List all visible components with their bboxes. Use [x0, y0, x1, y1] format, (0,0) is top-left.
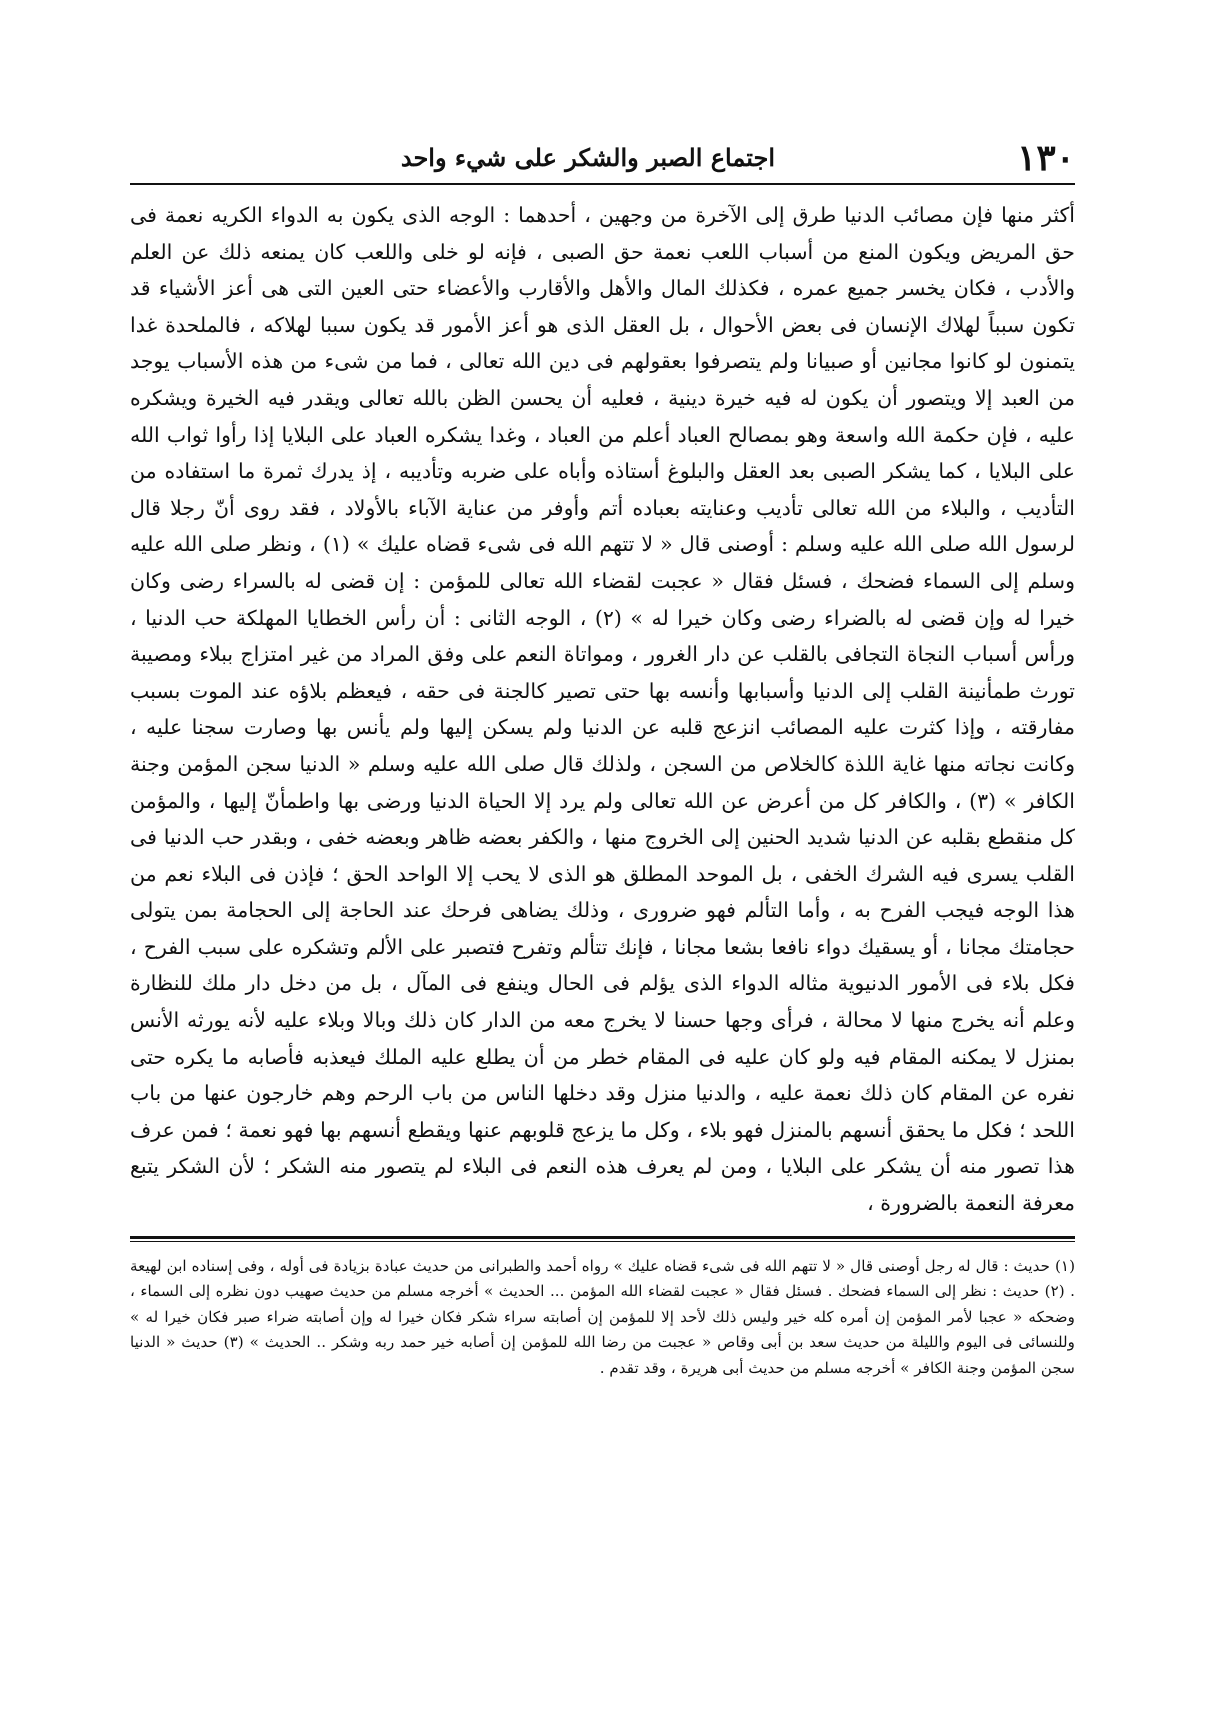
book-page [130, 135, 1075, 1655]
main-text [130, 197, 1075, 1222]
footnote-divider [130, 1236, 1075, 1242]
running-title: اجتماع الصبر والشكر على شيء واحد [400, 143, 775, 172]
page-header [130, 135, 1075, 185]
footnote-text: (١) حديث : قال له رجل أوصنى قال « لا تتهم الله فى شىء قضاه عليك » رواه أحمد والطبرانى من حديث عبادة بزيادة فى أوله ، وفى إسناده ابن لهيعة . (٢) حديث : نظر إلى السماء فضحك . فسئل فقال « عجبت لقضاء الله المؤمن ... الحديث » أخرجه مسلم من حديث صهيب دون نظره إلى السماء ، وضحكه « عجبا لأمر المؤمن إن أمره كله خير وليس ذلك لأحد إلا للمؤمن إن أصابته سراء شكر فكان خيرا له وإن أصابته ضراء صبر فكان خيرا له » وللنسائى فى اليوم والليلة من حديث سعد بن أبى وقاص « عجبت من رضا الله للمؤمن إن أصابه خير حمد ربه وشكر .. الحديث » (٣) حديث « الدنيا سجن المؤمن وجنة الكافر » أخرجه مسلم من حديث أبى هريرة ، وقد تقدم . [130, 1256, 1075, 1377]
page-number: ١٣٠ [1016, 137, 1075, 179]
paragraph: أكثر منها فإن مصائب الدنيا طرق إلى الآخرة من وجهين ، أحدهما : الوجه الذى يكون به الدواء الكريه نعمة فى حق المريض ويكون المنع من أسباب اللعب نعمة حق الصبى ، فإنه لو خلى واللعب كان يمنعه ذلك عن العلم والأدب ، فكان يخسر جميع عمره ، فكذلك المال والأهل والأقارب والأعضاء حتى العين التى هى أعز الأشياء قد تكون سبباً لهلاك الإنسان فى بعض الأحوال ، بل العقل الذى هو أعز الأمور قد يكون سببا لهلاكه ، فالملحدة غدا يتمنون لو كانوا مجانين أو صبيانا ولم يتصرفوا بعقولهم فى دين الله تعالى ، فما من شىء من هذه الأسباب يوجد من العبد إلا ويتصور أن يكون له فيه خيرة دينية ، فعليه أن يحسن الظن بالله تعالى ويقدر فيه الخيرة ويشكره عليه ، فإن حكمة الله واسعة وهو بمصالح العباد أعلم من العباد ، وغدا يشكره العباد على البلايا إذا رأوا ثواب الله على البلايا ، كما يشكر الصبى بعد العقل والبلوغ أستاذه وأباه على ضربه وتأديبه ، إذ يدرك ثمرة ما استفاده من التأديب ، والبلاء من الله تعالى تأديب وعنايته بعباده أتم وأوفر من عناية الآباء بالأولاد ، فقد روى أنّ رجلا قال لرسول الله صلى الله عليه وسلم : أوصنى قال « لا تتهم الله فى شىء قضاه عليك » (١) ، ونظر صلى الله عليه وسلم إلى السماء فضحك ، فسئل فقال « عجبت لقضاء الله تعالى للمؤمن : إن قضى له بالسراء رضى وكان خيرا له وإن قضى له بالضراء رضى وكان خيرا له » (٢) ، الوجه الثانى : أن رأس الخطايا المهلكة حب الدنيا ، ورأس أسباب النجاة التجافى بالقلب عن دار الغرور ، ومواتاة النعم على وفق المراد من غير امتزاج ببلاء ومصيبة تورث طمأنينة القلب إلى الدنيا وأسبابها وأنسه بها حتى تصير كالجنة فى حقه ، فيعظم بلاؤه عند الموت بسبب مفارقته ، وإذا كثرت عليه المصائب انزعج قلبه عن الدنيا ولم يسكن إليها ولم يأنس بها وصارت سجنا عليه ، وكانت نجاته منها غاية اللذة كالخلاص من السجن ، ولذلك قال صلى الله عليه وسلم « الدنيا سجن المؤمن وجنة الكافر » (٣) ، والكافر كل من أعرض عن الله تعالى ولم يرد إلا الحياة الدنيا ورضى بها واطمأنّ إليها ، والمؤمن كل منقطع بقلبه عن الدنيا شديد الحنين إلى الخروج منها ، والكفر بعضه ظاهر وبعضه خفى ، وبقدر حب الدنيا فى القلب يسرى فيه الشرك الخفى ، بل الموحد المطلق هو الذى لا يحب إلا الواحد الحق ؛ فإذن فى البلاء نعم من هذا الوجه فيجب الفرح به ، وأما التألم فهو ضرورى ، وذلك يضاهى فرحك عند الحاجة إلى الحجامة بمن يتولى حجامتك مجانا ، أو يسقيك دواء نافعا بشعا مجانا ، فإنك تتألم وتفرح فتصبر على الألم وتشكره على سبب الفرح ، فكل بلاء فى الأمور الدنيوية مثاله الدواء الذى يؤلم فى الحال وينفع فى المآل ، بل من دخل دار ملك للنظارة وعلم أنه يخرج منها لا محالة ، فرأى وجها حسنا لا يخرج معه من الدار كان ذلك وبالا وبلاء عليه لأنه يورثه الأنس بمنزل لا يمكنه المقام فيه ولو كان عليه فى المقام خطر من أن يطلع عليه الملك فيعذبه فأصابه ما يكره حتى نفره عن المقام كان ذلك نعمة عليه ، والدنيا منزل وقد دخلها الناس من باب الرحم وهم خارجون عنها من باب اللحد ؛ فكل ما يحقق أنسهم بالمنزل فهو بلاء ، وكل ما يزعج قلوبهم عنها ويقطع أنسهم بها فهو نعمة ؛ فمن عرف هذا تصور منه أن يشكر على البلايا ، ومن لم يعرف هذه النعم فى البلاء لم يتصور منه الشكر ؛ لأن الشكر يتبع معرفة النعمة بالضرورة ، [130, 203, 1075, 1216]
footnotes [130, 1254, 1075, 1382]
